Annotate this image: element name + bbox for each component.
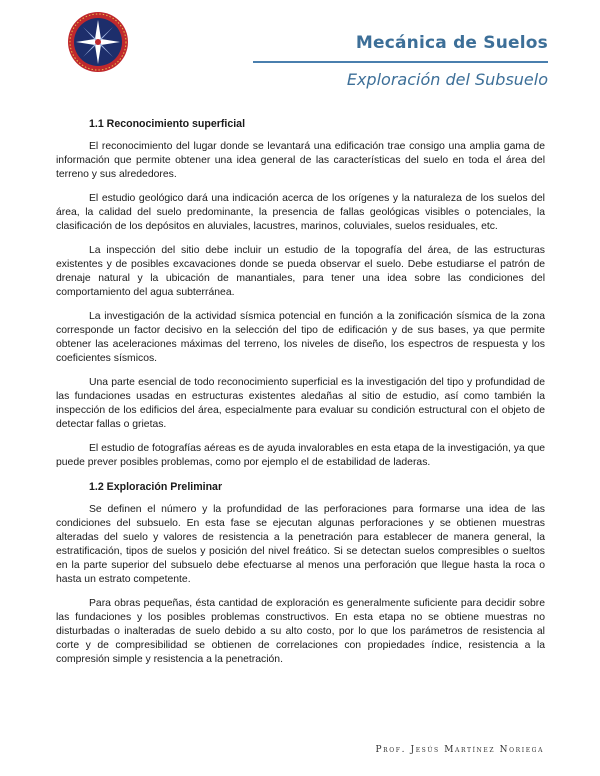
document-subtitle: Exploración del Subsuelo <box>346 70 548 89</box>
paragraph: Para obras pequeñas, ésta cantidad de exploración es generalmente suficiente para decidir sobre las fundaciones y los posibles problemas constructivos. En esta etapa no se obtiene muestras no disturbadas o inalteradas de suelo debido a su alto costo, por lo que los parámetros de resistencia al corte y de compresibilidad se obtienen de correlaciones con propiedades índice, resistencia a la compresión simple y resistencia a la penetración. <box>56 598 545 665</box>
section-heading: 1.1 Reconocimiento superficial <box>89 118 246 130</box>
header-divider <box>253 61 548 63</box>
section-heading: 1.2 Exploración Preliminar <box>89 481 223 493</box>
paragraph: El reconocimiento del lugar donde se levantará una edificación trae consigo una amplia gama de información que permite obtener una idea general de las características del suelo en toda el área del terreno y sus alrededores. <box>56 141 545 180</box>
paragraph: Se definen el número y la profundidad de las perforaciones para formarse una idea de las condiciones del subsuelo. En esta fase se ejecutan algunas perforaciones y se obtienen muestras alteradas del suelo y valores de resistencia a la penetración para establecer de manera general, la estratificación, tipos de suelos y posición del nivel freático. Si se detectan suelos compresibles o sueltos en la parte superior del subsuelo debe efectuarse al menos una perforación que llegue hasta la roca o hasta un estrato competente. <box>56 504 545 585</box>
paragraph: La investigación de la actividad sísmica potencial en función a la zonificación sísmica de la zona corresponde un factor decisivo en la selección del tipo de edificación y de sus bases, ya que permite obtener las aceleraciones máximas del terreno, los niveles de diseño, los espectros de respuesta y los coeficientes sísmicos. <box>56 311 545 364</box>
paragraph: Una parte esencial de todo reconocimiento superficial es la investigación del tipo y profundidad de las fundaciones usadas en estructuras existentes aledañas al sitio de estudio, así como también la inspección de los edificios del área, especialmente para evaluar su condición estructural con el objeto de detectar fallas o grietas. <box>56 377 545 430</box>
footer-author: Prof. Jesús Martínez Noriega <box>375 745 544 755</box>
compass-rose-seal-icon <box>67 11 129 73</box>
paragraph: El estudio geológico dará una indicación acerca de los orígenes y la naturaleza de los suelos del área, la calidad del suelo predominante, la presencia de fallas geológicas visibles o potenciales, la clasificación de los depósitos en aluviales, lacustres, marinos, coluviales, suelos residuales, etc. <box>56 193 545 232</box>
paragraph: El estudio de fotografías aéreas es de ayuda invalorables en esta etapa de la investigación, ya que puede prever posibles problemas, como por ejemplo el de estabilidad de laderas. <box>56 443 545 468</box>
document-title: Mecánica de Suelos <box>355 33 548 53</box>
paragraph: La inspección del sitio debe incluir un estudio de la topografía del área, de las estructuras existentes y de posibles excavaciones donde se pueda observar el suelo. Debe estudiarse el patrón de drenaje natural y la ubicación de manantiales, para tener una idea sobre las condiciones del comportamiento del agua subterránea. <box>56 245 545 298</box>
document-body <box>56 117 545 677</box>
